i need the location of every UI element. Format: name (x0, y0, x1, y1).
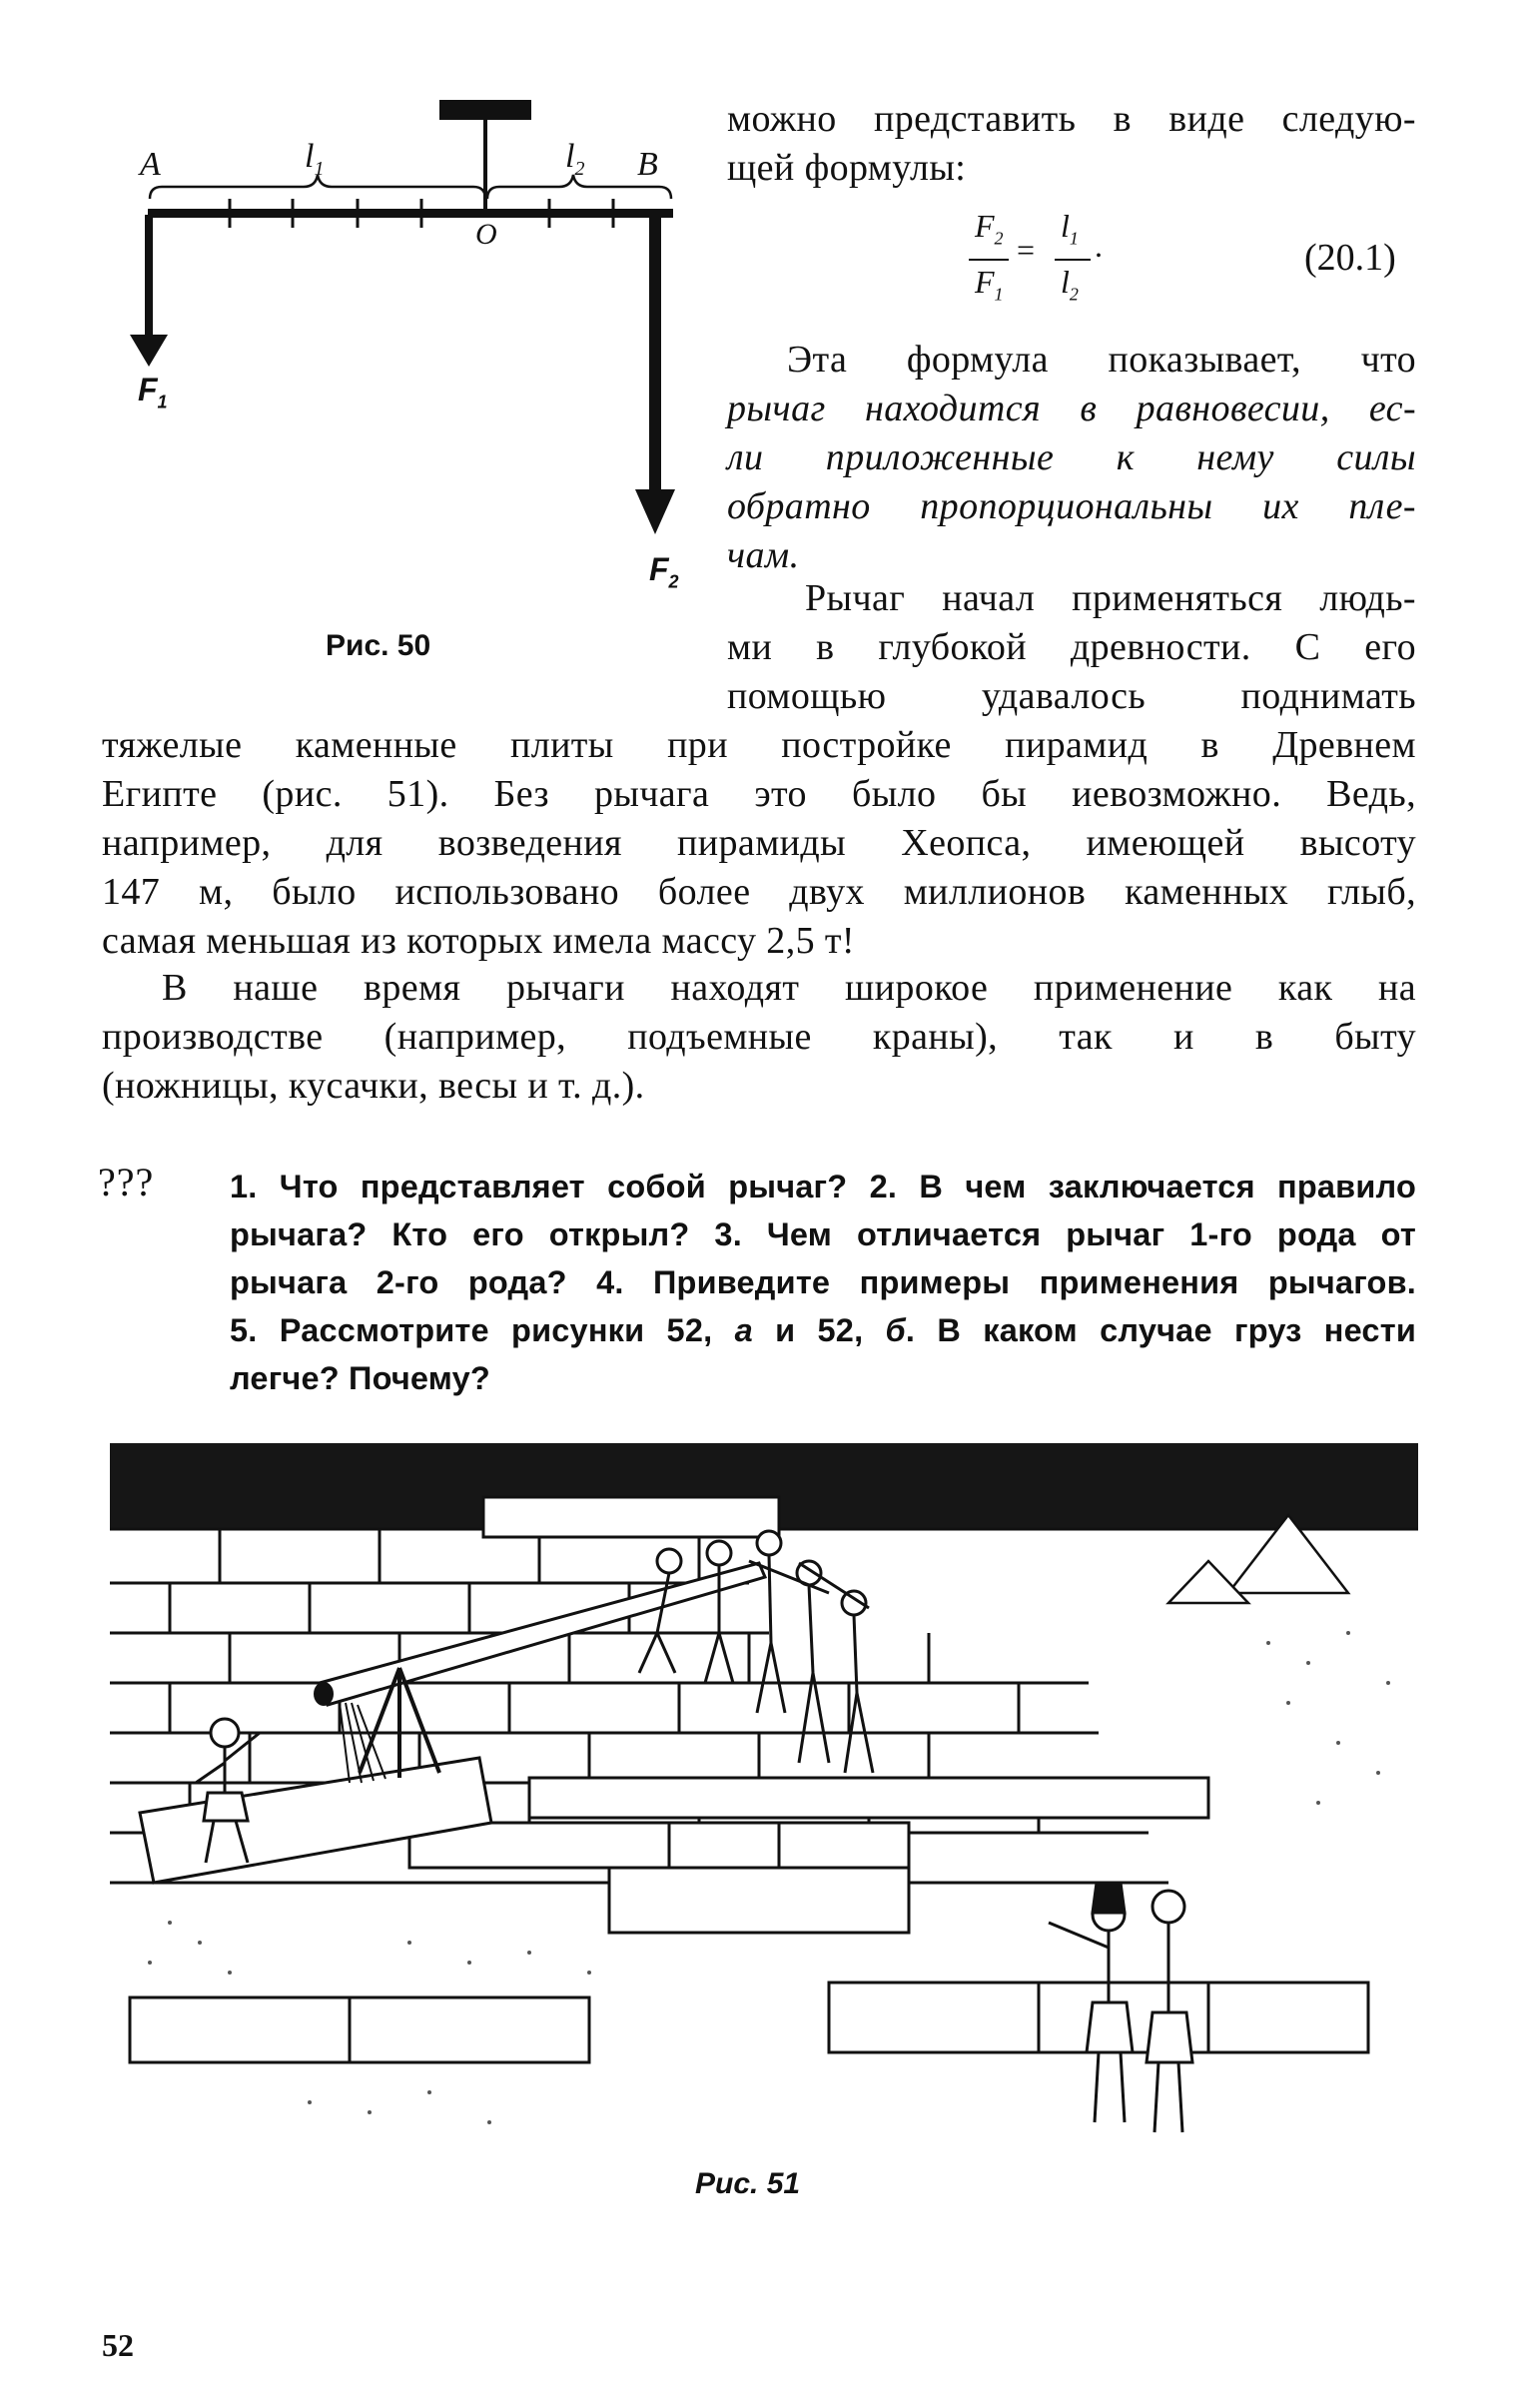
top-block (483, 1497, 779, 1537)
lever-log-end (314, 1682, 334, 1706)
formula-f1: $F_1$ (975, 264, 1004, 305)
question-line: 1. Что представляет собой рычаг? 2. В чем заключается правило (230, 1169, 1416, 1204)
text-line: производстве (например, подъемные краны), так и в быту (102, 1016, 1416, 1058)
formula-number: (20.1) (1304, 237, 1396, 279)
text-line: (ножницы, кусачки, весы и т. д.). (102, 1065, 645, 1107)
f2-arrow-shaft (649, 215, 661, 494)
text-line: Египте (рис. 51). Без рычага это было бы иевозможно. Ведь, (102, 773, 1416, 815)
text-line: 147 м, было использовано более двух миллионов каменных глыб, (102, 871, 1416, 913)
f2-arrowhead (635, 489, 675, 534)
formula-dot: . (1095, 228, 1103, 264)
questions-marker: ??? (98, 1160, 155, 1204)
fig50-caption: Рис. 50 (326, 629, 431, 662)
text-line: ли приложенные к нему силы (727, 436, 1416, 478)
review-questions (230, 1163, 1416, 1402)
label-b: B (637, 146, 658, 183)
formula (969, 208, 1428, 318)
paragraph-history-wide (102, 721, 1416, 966)
lever-beam (148, 209, 673, 218)
formula-l2: $l_2$ (1061, 264, 1079, 305)
label-o: O (475, 218, 497, 251)
formula-fraction-bar-left (969, 259, 1009, 261)
support-bar (439, 100, 531, 120)
f1-arrow-shaft (145, 215, 153, 340)
page-number: 52 (102, 2327, 134, 2363)
paragraph-modern (102, 964, 1416, 1111)
egypt-lever-illustration (110, 1443, 1418, 2162)
formula-equals: = (1017, 232, 1036, 268)
text-line: тяжелые каменные плиты при постройке пирамид в Древнем (102, 724, 1416, 766)
text-line: например, для возведения пирамиды Хеопса, имеющей высоту (102, 822, 1416, 864)
question-line: 5. Рассмотрите рисунки 52, а и 52, б. В каком случае груз нести (230, 1312, 1417, 1348)
label-l1: $l_1$ (305, 138, 325, 180)
formula-fraction-bar-right (1055, 259, 1091, 261)
text-line: В наше время рычаги находят широкое применение как на (162, 967, 1416, 1009)
question-line: рычага 2-го рода? 4. Приведите примеры применения рычагов. (230, 1264, 1416, 1300)
text-line: обратно пропорциональны их пле- (727, 485, 1416, 527)
text-line: Эта формула показывает, что (787, 339, 1416, 381)
label-f1: $F_1$ (138, 372, 168, 412)
text-line: рычаг находится в равновесии, ес- (727, 388, 1416, 429)
question-line: рычага? Кто его открыл? 3. Чем отличается рычаг 1-го рода от (230, 1216, 1416, 1252)
formula-f2: $F_2$ (975, 208, 1004, 249)
label-l2: $l_2$ (565, 138, 585, 180)
text-line: можно представить в виде следую- (727, 98, 1416, 140)
label-f2: $F_2$ (649, 551, 679, 592)
paragraph-rule (727, 336, 1416, 580)
ropes (340, 1703, 385, 1783)
text-line: чам. (727, 534, 800, 576)
intro-text (727, 95, 1416, 193)
label-a: A (140, 146, 161, 183)
question-line: легче? Почему? (230, 1360, 490, 1396)
paragraph-history-narrow (727, 574, 1416, 721)
text-line: щей формулы: (727, 147, 967, 189)
f1-arrowhead (130, 335, 168, 367)
fig51-caption: Рис. 51 (695, 2167, 801, 2200)
text-line: Рычаг начал применяться людь- (805, 577, 1416, 619)
text-line: помощью удавалось поднимать (727, 675, 1416, 717)
text-line: ми в глубокой древности. С его (727, 626, 1416, 668)
formula-l1: $l_1$ (1061, 208, 1079, 249)
text-line: самая меньшая из которых имела массу 2,5 т! (102, 920, 855, 962)
